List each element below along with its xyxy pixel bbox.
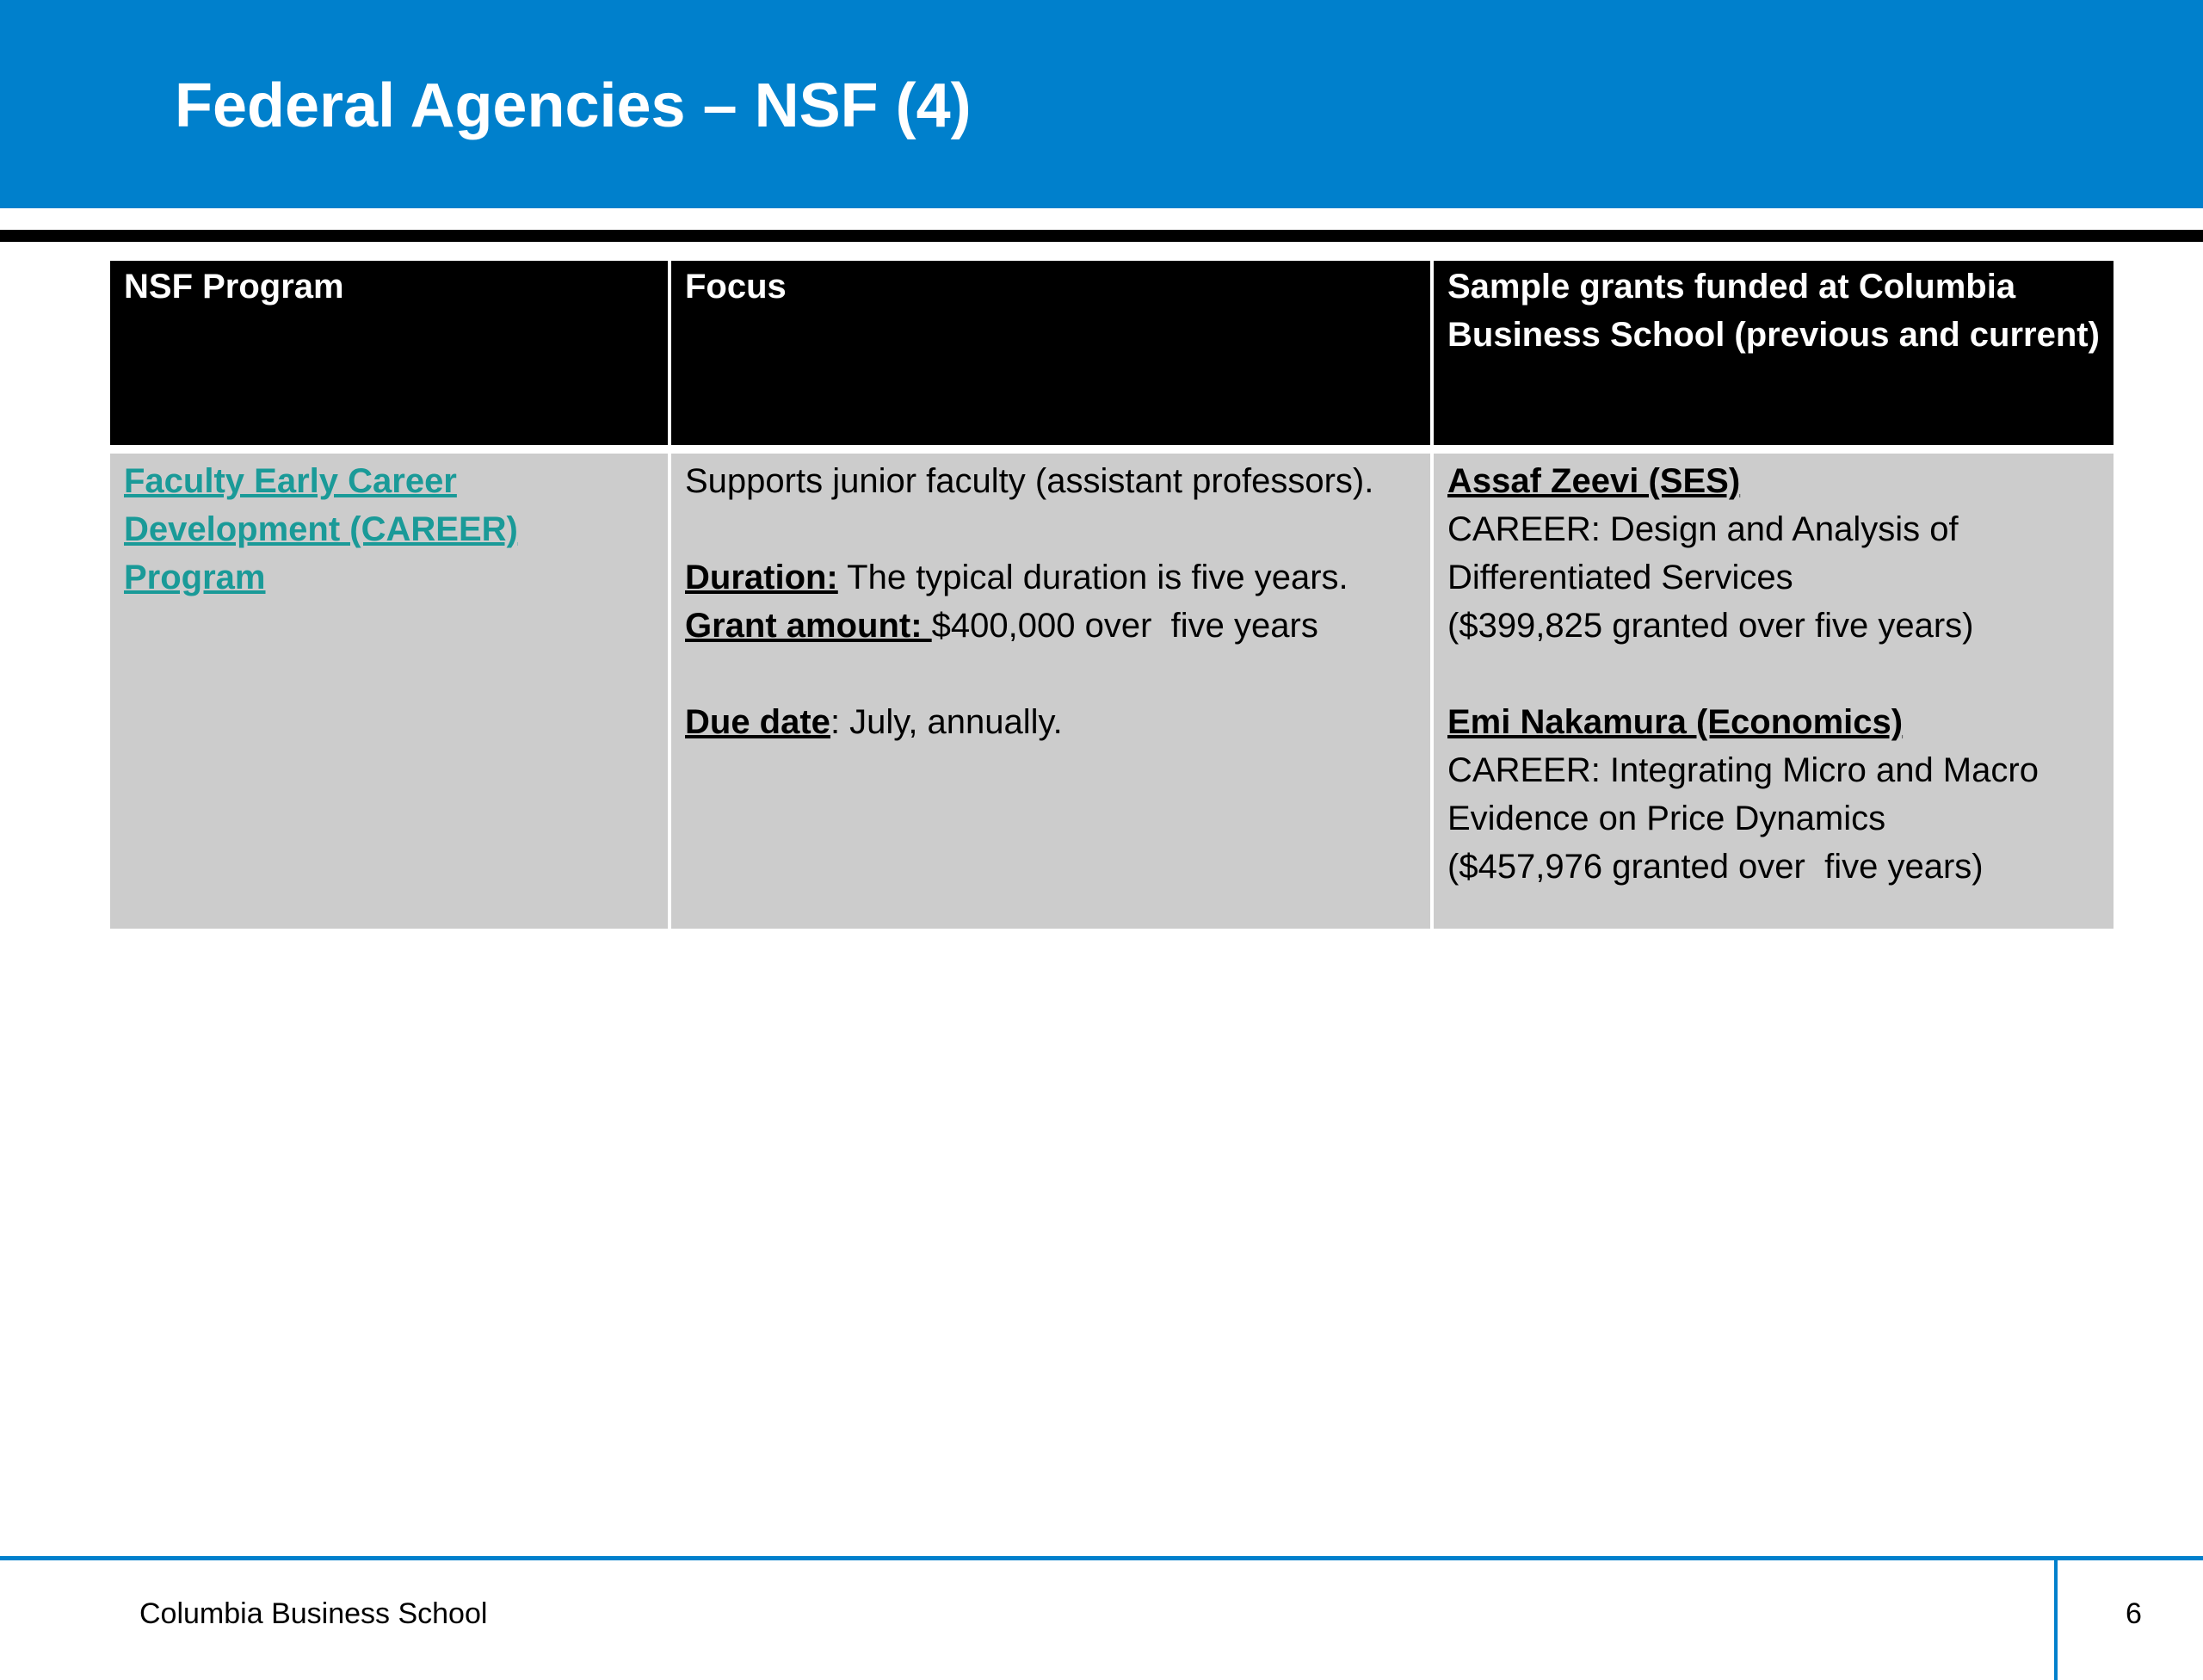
spacer xyxy=(685,505,1416,553)
grant-amount-line xyxy=(685,602,1416,650)
grant-amount: ($399,825 granted over five years) xyxy=(1447,607,1974,645)
due-date-label: Due date xyxy=(685,703,830,741)
duration-value: The typical duration is five years. xyxy=(837,559,1348,596)
cell-focus xyxy=(671,454,1434,929)
grantee-name: Emi Nakamura (Economics) xyxy=(1447,703,1904,741)
footer-school-name: Columbia Business School xyxy=(139,1597,488,1630)
grant-amount-value: $400,000 over five years xyxy=(931,607,1318,645)
due-date-value: : July, annually. xyxy=(830,703,1063,741)
spacer xyxy=(685,650,1416,698)
header-sample-grants: Sample grants funded at Columbia Business School (previous and current) xyxy=(1434,261,2114,454)
grant-title: CAREER: Integrating Micro and Macro Evidence on Price Dynamics xyxy=(1447,751,2049,837)
header-rule xyxy=(0,230,2203,242)
header-focus: Focus xyxy=(671,261,1434,454)
spacer xyxy=(1447,650,2100,698)
sample-grant xyxy=(1447,698,2100,891)
duration-label: Duration: xyxy=(685,559,838,596)
page-number: 6 xyxy=(2126,1597,2142,1630)
grant-amount: ($457,976 granted over five years) xyxy=(1447,848,1984,886)
footer-rule xyxy=(0,1556,2203,1560)
duration-line xyxy=(685,553,1416,602)
focus-intro: Supports junior faculty (assistant professors). xyxy=(685,462,1374,500)
grantee-name: Assaf Zeevi (SES) xyxy=(1447,462,1741,500)
nsf-program-table xyxy=(110,261,2114,929)
slide-title: Federal Agencies – NSF (4) xyxy=(175,71,972,140)
grant-amount-label: Grant amount: xyxy=(685,607,932,645)
header-nsf-program: NSF Program xyxy=(110,261,671,454)
table-header-row xyxy=(110,261,2114,454)
cell-program xyxy=(110,454,671,929)
due-date-line xyxy=(685,698,1416,746)
footer-divider xyxy=(2054,1558,2058,1680)
grant-title: CAREER: Design and Analysis of Differentiated Services xyxy=(1447,510,1968,596)
cell-sample-grants xyxy=(1434,454,2114,929)
table-row xyxy=(110,454,2114,929)
career-program-link[interactable]: Faculty Early Career Development (CAREER) Program xyxy=(124,462,518,596)
sample-grant xyxy=(1447,457,2100,650)
